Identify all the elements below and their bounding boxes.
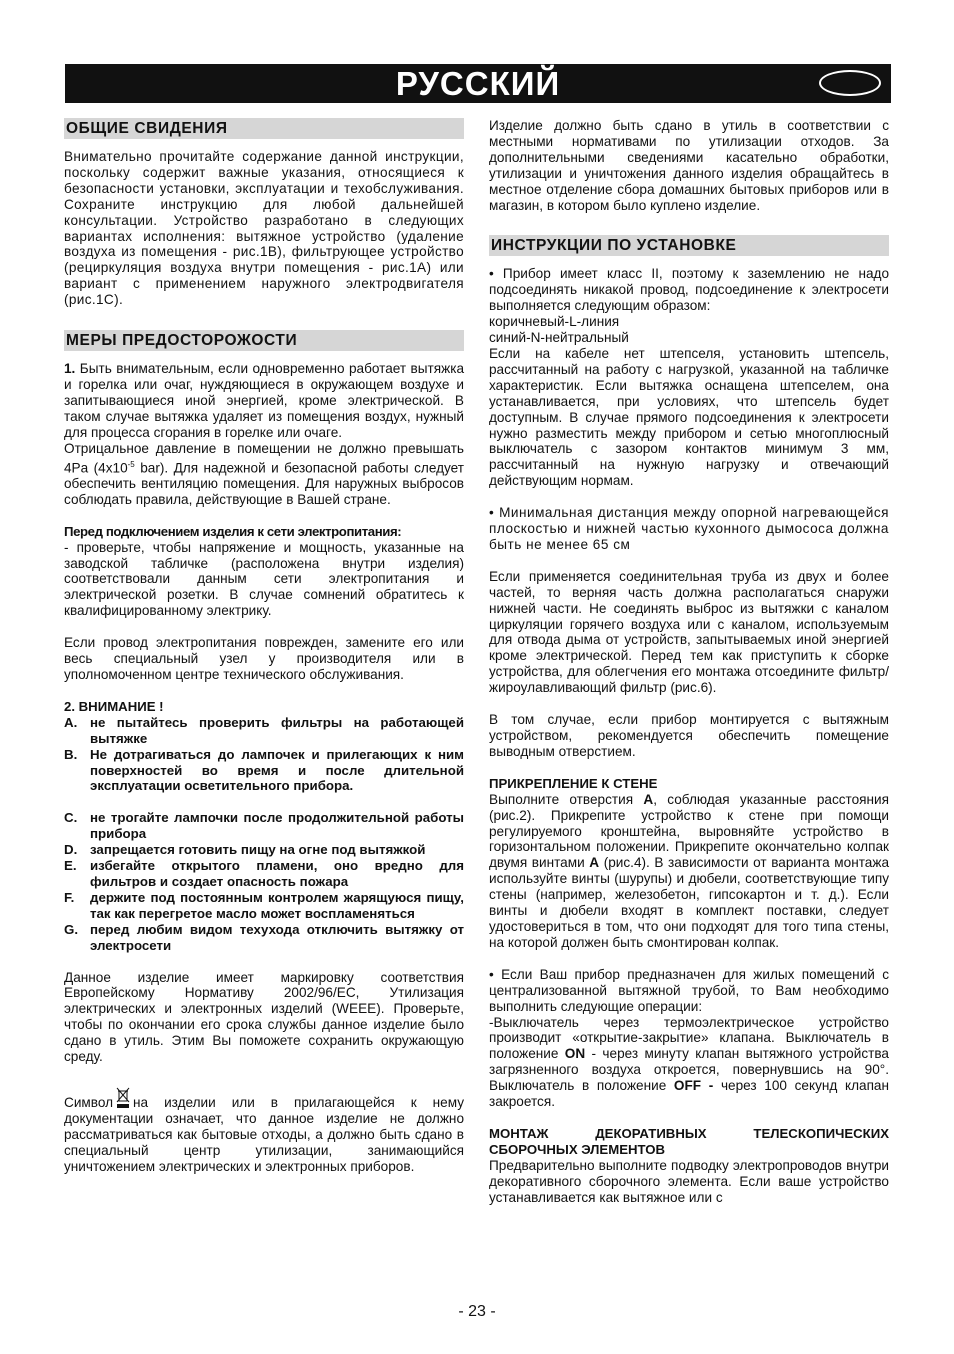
- warning-text: запрещается готовить пищу на огне под вытяжкой: [90, 842, 426, 858]
- plug-paragraph: Если на кабеле нет штепселя, установить штепсель, рассчитанный на работу с нагрузкой, указанной на табличке характеристик. Если вытяжка оснащена штепселем, она устанавливается, при условиях, что штепсель будет доступным. В случае прямого подсоединения к электросети нужно разместить между прибором и сетью многоплюсный выключатель с зазором контактов минимум 3 мм, рассчитанный на нужную нагрузку и отвечающий действующим нормам.: [489, 345, 889, 489]
- before-connect-paragraph: - проверьте, чтобы напряжение и мощность, указанные на заводской табличке (расположена внутри изделия) соответствовали данным сети электропитания и электрической розетки. В случае сомнений обратитесь к квалифицированному электрику.: [64, 539, 464, 619]
- precautions-heading: МЕРЫ ПРЕДОСТОРОЖОСТИ: [64, 330, 464, 351]
- precaution-1: [64, 361, 464, 441]
- warning-letter: D.: [64, 842, 78, 858]
- switch-text-3: через 100 секунд клапан закроется.: [489, 1078, 889, 1110]
- warning-text: держите под постоянным контролем жарящуюся пищу, так как перегретое масло может воспламеняться: [90, 889, 464, 921]
- warning-text: перед любим видом техухода отключить вытяжку от электросети: [90, 921, 464, 953]
- warning-letter: F.: [64, 889, 75, 905]
- language-banner: [65, 64, 891, 103]
- warning-item: [64, 922, 464, 954]
- switch-text-2: - через минуту клапан вытяжного устройства загрязненного воздуха откроется, повернувшись на 90°. Выключатель в положение: [489, 1046, 889, 1094]
- warning-item: [64, 747, 464, 795]
- wall-heading: ПРИКРЕПЛЕНИЕ К СТЕНЕ: [489, 775, 658, 791]
- weee-paragraph: Данное изделие имеет маркировку соответствия Европейскому Нормативу 2002/96/EC, Утилизация электрических и электронных изделий (WEEE). Проверьте, чтобы по окончании его срока службы данное изделие было сдано в утиль. Этим Вы поможете сохранить окружающую среду.: [64, 969, 464, 1065]
- warning-item: [64, 810, 464, 842]
- telescopic-paragraph: Предварительно выполните подводку электропроводов внутри декоративного сборочного элемента. Если ваше устройство устанавливается как вытяжное или с: [489, 1157, 889, 1205]
- wire-blue: синий-N-нейтральный: [489, 330, 629, 346]
- switch-text-1: -Выключатель через термоэлектрическое устройство производит «открытие-закрытие» клапана. Выключатель в положение: [489, 1014, 889, 1062]
- install-heading: ИНСТРУКЦИИ ПО УСТАНОВКЕ: [489, 235, 889, 256]
- warning-item: [64, 715, 464, 747]
- telescopic-heading: МОНТАЖ ДЕКОРАТИВНЫХ ТЕЛЕСКОПИЧЕСКИХ СБОРОЧНЫХ ЭЛЕМЕНТОВ: [489, 1125, 889, 1157]
- exhaust-paragraph: В том случае, если прибор монтируется с вытяжным устройством, рекомендуется обеспечить помещение выводным отверстием.: [489, 712, 889, 759]
- symbol-text: на изделии или в прилагающейся к нему документации означает, что данное изделие не должно рассматриваться как бытовые отходы, а должно быть сдано в специальный центр утилизации, занимающийся уничтожением электрических и электронных приборов.: [64, 1094, 464, 1174]
- precaution-1-number: 1.: [64, 361, 76, 377]
- crossed-bin-icon: [116, 1087, 130, 1109]
- warning-letter: B.: [64, 746, 78, 762]
- pressure-paragraph: [64, 441, 464, 508]
- disposal-paragraph: Изделие должно быть сдано в утиль в соответствии с местными нормативами по утилизации отходов. За дополнительными сведениями касательно обработки, утилизации и уничтожения данного изделия обращайтесь в местное отделение сбора домашних бытовых приборов или в магазин, в котором было куплено изделие.: [489, 118, 889, 213]
- warnings-list: [64, 715, 464, 954]
- symbol-label: Символ: [64, 1094, 114, 1110]
- wall-text-1: Выполните отверстия: [489, 791, 644, 807]
- page-number: - 23 -: [458, 1303, 496, 1320]
- warning-text: избегайте открытого пламени, оно вредно для фильтров и создает опасность пожара: [90, 858, 464, 889]
- warning-letter: E.: [64, 858, 77, 874]
- wall-text-3: (рис.4). В зависимости от варианта монтажа используйте винты (шурупы) и дюбели, соответствующие типу стены (например, железобетон, гипсокартон и т. д.). Если винты и дюбели входят в комплект поставки, следует удостовериться в том, что они подходят для того типа стены, на которой должен быть смонтирован колпак.: [489, 855, 889, 950]
- warning-text: Не дотрагиваться до лампочек и прилегающих к ним поверхностей во время и после длительной эксплуатации осветительного прибора.: [90, 746, 464, 794]
- central-paragraph: • Если Ваш прибор предназначен для жилых помещений с централизованной вытяжной трубой, то Вам необходимо выполнить следующие операции:: [489, 966, 889, 1014]
- left-column: [64, 118, 464, 1174]
- pressure-text-b: bar). Для надежной и безопасной работы следует обеспечить вентиляцию помещения. Для наружных выбросов соблюдать правила, действующие в Вашей стране.: [64, 460, 465, 507]
- warning-item: [64, 858, 464, 890]
- language-oval-icon: [819, 70, 881, 96]
- precaution-1-text: Быть внимательным, если одновременно работает вытяжка и горелка или очаг, нуждяющиеся в окружающем воздухе и запитывающиеся иной энергией, кроме электрической. В таком случае вытяжка удаляет из помещения воздух, нужный для процесса сгорания в горелке или очаге.: [64, 361, 464, 440]
- pressure-text-a: Отрицальное давление в помещении не должно превышать 4Pa (4x10: [64, 440, 464, 476]
- switch-paragraph: [489, 1015, 889, 1110]
- general-paragraph: Внимательно прочитайте содержание данной инструкции, поскольку содержит важные указания, относящиеся к безопасности установки, эксплуатации и техобслуживания. Сохраните инструкцию для любой дальнейшей консультации. Устройство разработано в следующих вариантах исполнения: вытяжное устройство (удаление воздуха из помещения - рис.1В), фильтрующее устройство (рециркуляция воздуха внутри помещения - рис.1А) или вариант с применением наружного электродвигателя (рис.1С).: [64, 149, 464, 308]
- warning-item: [64, 842, 464, 858]
- wall-text-2: , соблюдая указанные расстояния (рис.2). Прикрепите устройство к стене при помощи регулируемого кронштейна, выровняйте устройство в горизонтальном положении. Прикрепите окончательно колпак двумя винтами: [489, 791, 889, 871]
- wall-paragraph: [489, 792, 889, 951]
- symbol-paragraph: [64, 1087, 464, 1175]
- page-title: РУССКИЙ: [395, 65, 561, 102]
- class2-paragraph: • Прибор имеет класс II, поэтому к заземлению не надо подсоединять никакой провод, подсоединение к электросети выполняется следующим образом:: [489, 266, 889, 314]
- wire-brown: коричневый-L-линия: [489, 314, 620, 330]
- right-column: [489, 118, 889, 1205]
- attention-heading: 2. ВНИМАНИЕ !: [64, 698, 164, 714]
- switch-off-label: OFF -: [673, 1078, 714, 1094]
- pipe-paragraph: Если применяется соединительная труба из двух и более частей, то верняя часть должна располагаться снаружи нижней части. Не соединять выброс из вытяжки с каналом циркуляции горячего воздуха или с каналом, используемым для отвода дыма от устройств, запытываемых иной энергией кроме электрической. Перед тем как приступить к сборке устройства, для облегчения его монтажа отсоедините фильтр/жироулавливающий фильтр (рис.6).: [489, 568, 889, 696]
- warning-letter: A.: [64, 714, 78, 730]
- warning-text: не трогайте лампочки после продолжительной работы прибора: [90, 810, 464, 842]
- before-connect-heading: Перед подключением изделия к сети электропитания:: [64, 523, 402, 539]
- cable-paragraph: Если провод электропитания поврежден, замените его или весь специальный узел у производителя или в уполномоченном центре технического обслуживания.: [64, 635, 464, 682]
- min-distance-paragraph: • Минимальная дистанция между опорной нагревающейся плоскостью и нижней частью кухонного дымососа должна быть не менее 65 см: [489, 505, 889, 552]
- switch-on-label: ON: [564, 1046, 586, 1062]
- hole-a-label: A: [643, 791, 654, 807]
- warning-letter: G.: [64, 921, 79, 937]
- pressure-exponent: -5: [127, 459, 135, 469]
- warning-item: [64, 890, 464, 922]
- general-heading: ОБЩИЕ СВИДЕНИЯ: [64, 118, 464, 139]
- screw-a-label: A: [589, 855, 600, 871]
- warning-letter: C.: [64, 810, 78, 826]
- warning-text: не пытайтесь проверить фильтры на работающей вытяжке: [90, 714, 464, 746]
